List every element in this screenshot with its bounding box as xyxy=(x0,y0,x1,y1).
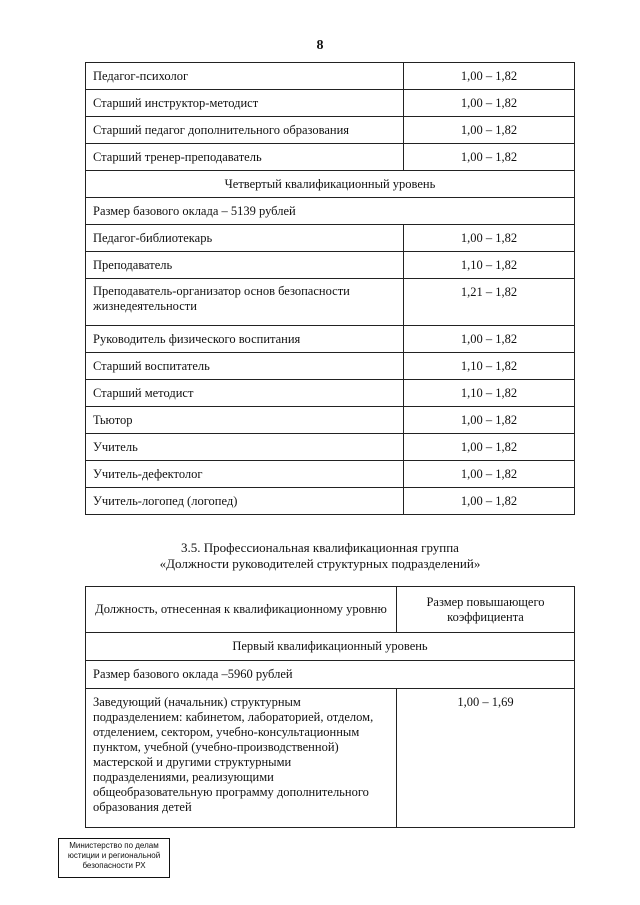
table-row xyxy=(86,353,575,380)
coefficient-value: 1,10 – 1,82 xyxy=(404,252,575,279)
position-name: Учитель-логопед (логопед) xyxy=(86,488,404,515)
coefficient-value: 1,00 – 1,82 xyxy=(404,63,575,90)
table-row xyxy=(86,252,575,279)
stamp-line3: безопасности РХ xyxy=(82,861,146,870)
position-name: Педагог-библиотекарь xyxy=(86,225,404,252)
position-name: Преподаватель xyxy=(86,252,404,279)
salary-row xyxy=(86,198,575,225)
position-name: Руководитель физического воспитания xyxy=(86,326,404,353)
level-row xyxy=(86,171,575,198)
table-row xyxy=(86,225,575,252)
coefficient-value: 1,00 – 1,82 xyxy=(404,461,575,488)
coefficient-value: 1,00 – 1,82 xyxy=(404,488,575,515)
coefficients-table-continued xyxy=(85,62,575,515)
position-name: Педагог-психолог xyxy=(86,63,404,90)
table-row xyxy=(86,90,575,117)
section-title-line2: «Должности руководителей структурных подразделений» xyxy=(159,556,481,571)
coefficient-value: 1,00 – 1,69 xyxy=(397,689,575,828)
table-row xyxy=(86,326,575,353)
table-row xyxy=(86,144,575,171)
position-name: Старший тренер-преподаватель xyxy=(86,144,404,171)
coefficient-value: 1,00 – 1,82 xyxy=(404,90,575,117)
level-title: Четвертый квалификационный уровень xyxy=(86,171,575,198)
coefficient-value: 1,10 – 1,82 xyxy=(404,353,575,380)
salary-text: Размер базового оклада – 5139 рублей xyxy=(86,198,575,225)
coefficient-value: 1,00 – 1,82 xyxy=(404,117,575,144)
page-number: 8 xyxy=(316,38,324,53)
table-row xyxy=(86,461,575,488)
stamp-line1: Министерство по делам xyxy=(69,841,159,850)
table-row xyxy=(86,407,575,434)
coefficient-value: 1,21 – 1,82 xyxy=(404,279,575,326)
table-row xyxy=(86,63,575,90)
ministry-stamp xyxy=(58,838,170,878)
table-row xyxy=(86,488,575,515)
position-name: Старший воспитатель xyxy=(86,353,404,380)
coefficient-value: 1,00 – 1,82 xyxy=(404,326,575,353)
coefficient-value: 1,00 – 1,82 xyxy=(404,225,575,252)
salary-row xyxy=(86,661,575,689)
position-name: Преподаватель-организатор основ безопасности жизнедеятельности xyxy=(86,279,404,326)
structural-heads-table xyxy=(85,586,575,828)
table-row xyxy=(86,380,575,407)
coefficient-value: 1,10 – 1,82 xyxy=(404,380,575,407)
position-name: Учитель-дефектолог xyxy=(86,461,404,488)
table-row xyxy=(86,434,575,461)
position-name: Старший инструктор-методист xyxy=(86,90,404,117)
section-title-line1: 3.5. Профессиональная квалификационная группа xyxy=(181,540,459,555)
table-header-row xyxy=(86,587,575,633)
section-heading xyxy=(0,540,640,572)
level-row xyxy=(86,633,575,661)
salary-text: Размер базового оклада –5960 рублей xyxy=(86,661,575,689)
position-name: Заведующий (начальник) структурным подразделением: кабинетом, лабораторией, отделом, отделением, сектором, учебно-консультационным пунктом, учебной (учебно-производственной) мастерской и другими структурными подразделениями, реализующими общеобразовательную программу дополнительного образования детей xyxy=(86,689,397,828)
level-title: Первый квалификационный уровень xyxy=(86,633,575,661)
coefficient-value: 1,00 – 1,82 xyxy=(404,407,575,434)
table-row xyxy=(86,279,575,326)
header-coefficient: Размер повышающего коэффициента xyxy=(397,587,575,633)
position-name: Тьютор xyxy=(86,407,404,434)
stamp-line2: юстиции и региональной xyxy=(67,851,161,860)
position-name: Учитель xyxy=(86,434,404,461)
coefficient-value: 1,00 – 1,82 xyxy=(404,434,575,461)
position-name: Старший педагог дополнительного образования xyxy=(86,117,404,144)
table-row xyxy=(86,117,575,144)
position-name: Старший методист xyxy=(86,380,404,407)
coefficient-value: 1,00 – 1,82 xyxy=(404,144,575,171)
header-position: Должность, отнесенная к квалификационному уровню xyxy=(86,587,397,633)
table-row xyxy=(86,689,575,828)
